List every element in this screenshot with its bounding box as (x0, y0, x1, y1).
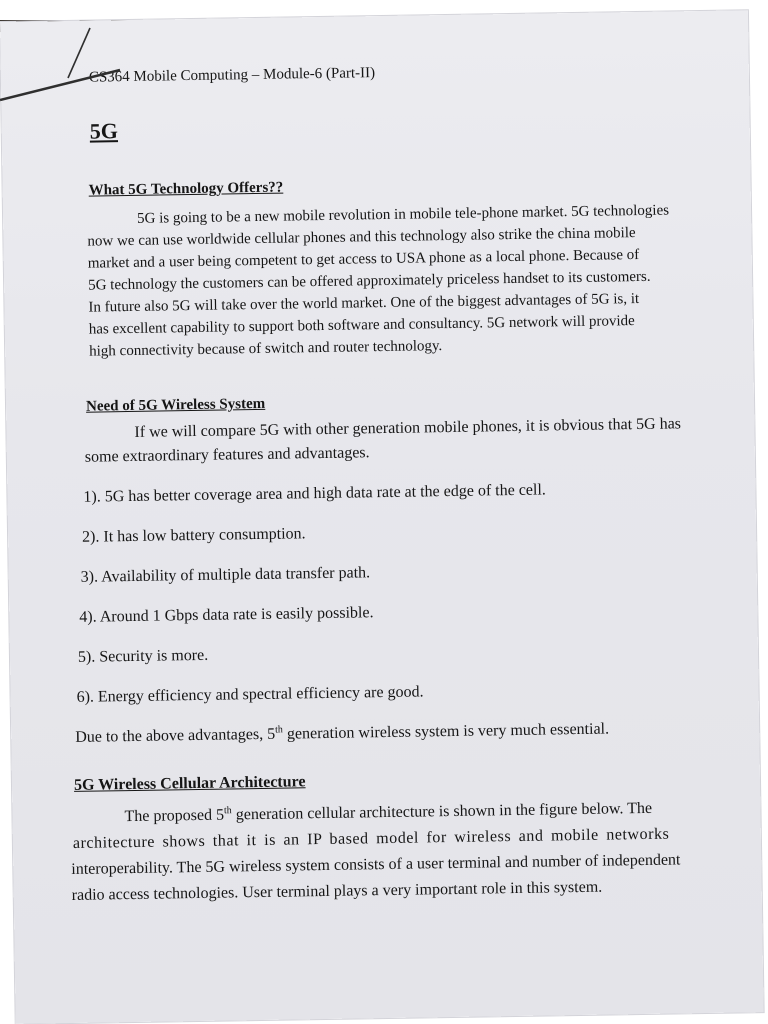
paragraph-line: architecture shows that it is an IP based model for wireless and mobile networks (72, 825, 670, 852)
paragraph-line: radio access technologies. User terminal plays a very important role in this system. (71, 878, 603, 904)
list-item: 4). Around 1 Gbps data rate is easily possible. (79, 604, 374, 626)
arch-text-before: The proposed 5 (124, 806, 225, 826)
paragraph-line: some extraordinary features and advantages. (84, 444, 370, 466)
conclusion-text-before: Due to the above advantages, 5 (75, 725, 276, 746)
paper-sheet (0, 10, 764, 1024)
paragraph-line: market and a user being competent to get access to USA phone as a local phone. Because of (87, 246, 640, 272)
arch-text-after: generation cellular architecture is shown in the figure below. The (231, 799, 653, 824)
paragraph-line: has excellent capability to support both software and consultancy. 5G network will provide (88, 313, 635, 338)
section-heading-offers: What 5G Technology Offers?? (88, 179, 284, 199)
ordinal-suffix: th (223, 805, 232, 817)
paragraph-line: In future also 5G will take over the world market. One of the biggest advantages of 5G is, it (88, 290, 640, 316)
ordinal-suffix: th (275, 724, 283, 736)
section-heading-architecture: 5G Wireless Cellular Architecture (73, 773, 306, 794)
paragraph-line: now we can use worldwide cellular phones and this technology also strike the china mobile (87, 225, 636, 250)
section-heading-need: Need of 5G Wireless System (85, 395, 266, 415)
list-item: 5). Security is more. (77, 646, 209, 666)
paragraph-line: high connectivity because of switch and router technology. (89, 338, 443, 360)
paragraph-line: 5G is going to be a new mobile revolution in mobile tele-phone market. 5G technologies (136, 202, 670, 227)
list-item: 1). 5G has better coverage area and high data rate at the edge of the cell. (83, 481, 546, 506)
paragraph-line (124, 800, 652, 826)
page-title: 5G (89, 118, 119, 144)
list-item: 6). Energy efficiency and spectral efficiency are good. (76, 683, 424, 706)
paragraph-line: If we will compare 5G with other generation mobile phones, it is obvious that 5G has (134, 415, 682, 441)
conclusion-text-after: generation wireless system is very much essential. (282, 720, 610, 743)
conclusion-line (75, 721, 609, 747)
course-header: CS364 Mobile Computing – Module-6 (Part-II) (88, 65, 376, 86)
paragraph-line: interoperability. The 5G wireless system consists of a user terminal and number of independent (71, 851, 681, 878)
document-content (0, 10, 764, 1024)
list-item: 2). It has low battery consumption. (81, 525, 306, 546)
paragraph-line: 5G technology the customers can be offered approximately priceless handset to its customers. (88, 268, 651, 294)
list-item: 3). Availability of multiple data transfer path. (80, 564, 371, 586)
